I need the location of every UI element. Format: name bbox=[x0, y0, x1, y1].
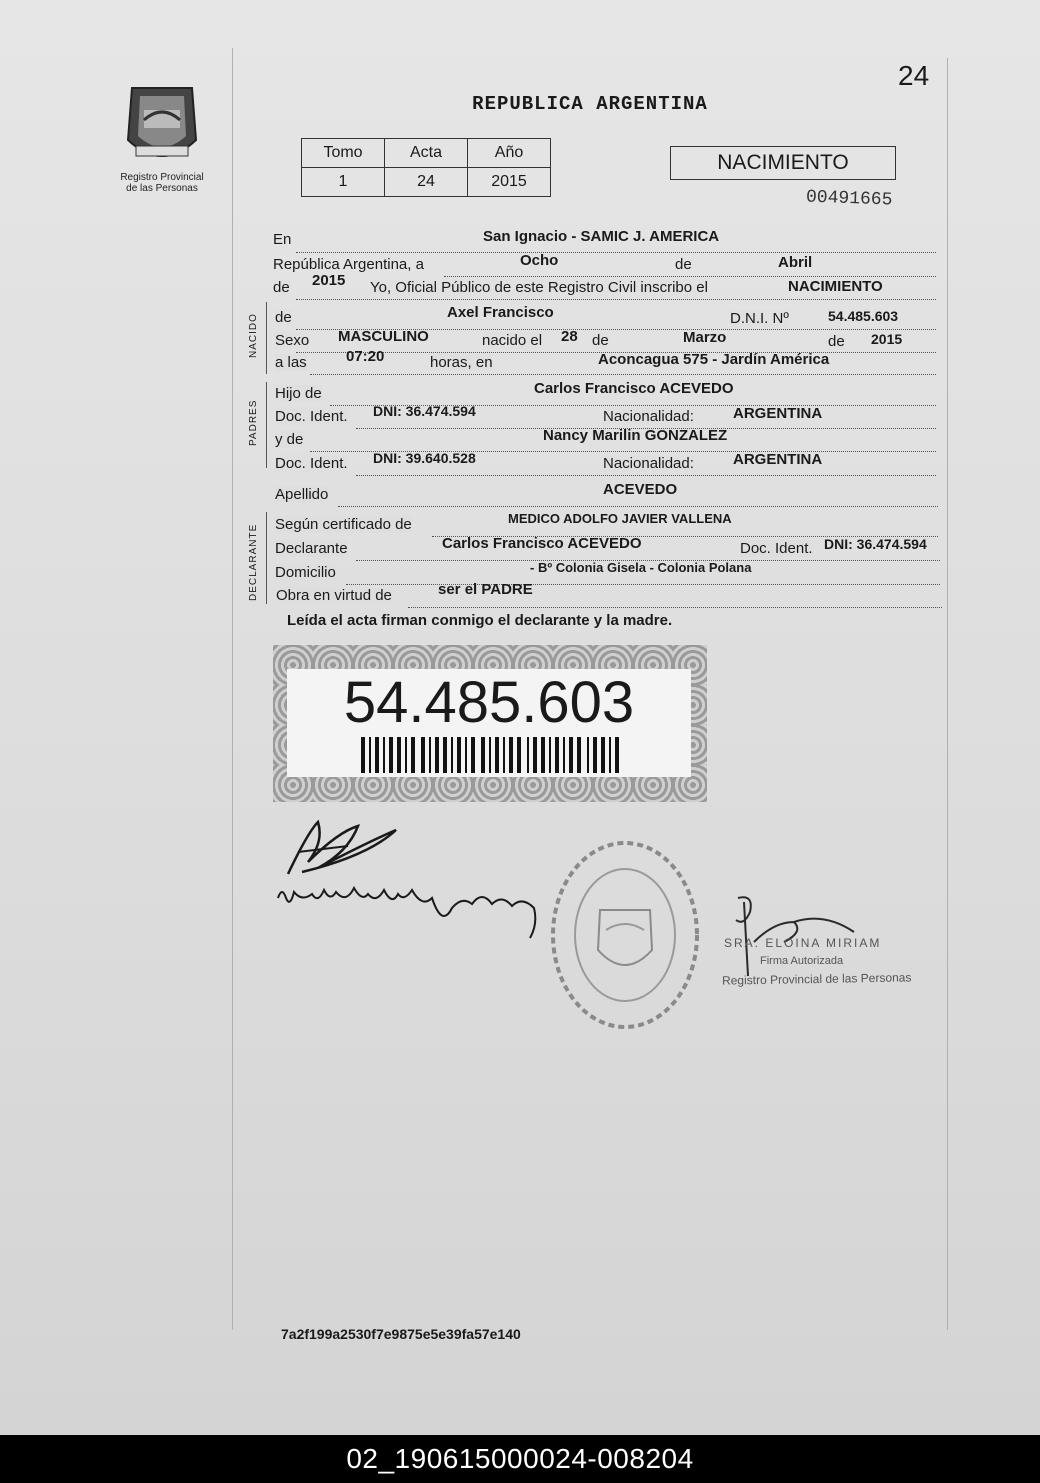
registry-logo bbox=[112, 80, 212, 194]
label-obra: Obra en virtud de bbox=[276, 587, 392, 604]
official-office: Registro Provincial de las Personas bbox=[721, 970, 912, 988]
label-dni: D.N.I. Nº bbox=[730, 310, 789, 327]
table-header-acta: Acta bbox=[385, 139, 468, 168]
value-dni: 54.485.603 bbox=[828, 308, 899, 324]
dni-sticker-number: 54.485.603 bbox=[343, 670, 635, 735]
value-hora: 07:20 bbox=[346, 348, 385, 365]
value-sexo: MASCULINO bbox=[338, 328, 429, 345]
declarante-section-bar bbox=[266, 512, 267, 604]
dni-sticker-inner bbox=[287, 669, 691, 777]
label-yo: Yo, Oficial Público de este Registro Civil inscribo el bbox=[370, 279, 708, 296]
value-madre: Nancy Marilin GONZALEZ bbox=[543, 427, 728, 444]
label-a-las: a las bbox=[275, 354, 307, 371]
value-madre-nac: ARGENTINA bbox=[733, 451, 823, 468]
label-hijo-de: Hijo de bbox=[275, 385, 322, 402]
label-doc-ident-2: Doc. Ident. bbox=[275, 455, 348, 472]
section-label-nacido: NACIDO bbox=[248, 313, 259, 358]
document-title: REPUBLICA ARGENTINA bbox=[472, 93, 708, 115]
label-nacionalidad-1: Nacionalidad: bbox=[603, 408, 694, 425]
serial-number: 00491665 bbox=[805, 187, 893, 211]
label-de3: de bbox=[592, 332, 609, 349]
value-dia-texto: Ocho bbox=[520, 252, 559, 269]
value-madre-doc: DNI: 39.640.528 bbox=[373, 450, 476, 466]
section-label-declarante: DECLARANTE bbox=[248, 523, 259, 601]
label-doc-ident-3: Doc. Ident. bbox=[740, 540, 813, 557]
value-padre: Carlos Francisco ACEVEDO bbox=[534, 380, 734, 397]
table-header-anio: Año bbox=[468, 139, 551, 168]
padres-section-bar bbox=[266, 382, 267, 468]
label-segun: Según certificado de bbox=[275, 516, 412, 533]
official-name: SRA. ELOINA MIRIAM bbox=[724, 936, 882, 950]
label-apellido: Apellido bbox=[275, 486, 329, 503]
label-sexo: Sexo bbox=[275, 332, 310, 349]
label-declarante: Declarante bbox=[275, 540, 348, 557]
scan-id-band bbox=[0, 1435, 1040, 1483]
table-value-acta: 24 bbox=[385, 168, 468, 197]
value-declarante-doc: DNI: 36.474.594 bbox=[824, 536, 927, 552]
table-value-tomo: 1 bbox=[302, 168, 385, 197]
label-de-nacido: de bbox=[275, 309, 292, 326]
value-mes-nac: Marzo bbox=[683, 329, 727, 346]
barcode-icon bbox=[361, 737, 623, 773]
mother-signature-icon bbox=[272, 868, 552, 948]
label-domicilio: Domicilio bbox=[275, 564, 336, 581]
provincial-seal-icon bbox=[122, 80, 202, 168]
value-obra: ser el PADRE bbox=[438, 581, 533, 598]
official-seal-icon bbox=[540, 830, 710, 1040]
label-nacionalidad-2: Nacionalidad: bbox=[603, 455, 694, 472]
section-label-padres: PADRES bbox=[248, 399, 259, 446]
value-padre-nac: ARGENTINA bbox=[733, 405, 823, 422]
label-en: En bbox=[273, 231, 292, 248]
value-anio: 2015 bbox=[312, 272, 346, 289]
value-inscripcion: NACIMIENTO bbox=[788, 278, 883, 295]
value-padre-doc: DNI: 36.474.594 bbox=[373, 403, 476, 419]
value-domicilio: - Bº Colonia Gisela - Colonia Polana bbox=[530, 560, 752, 575]
logo-caption-line2: de las Personas bbox=[126, 183, 198, 194]
value-mes: Abril bbox=[778, 254, 813, 271]
table-value-anio: 2015 bbox=[468, 168, 551, 197]
label-y-de: y de bbox=[275, 431, 304, 448]
label-republica: República Argentina, a bbox=[273, 256, 424, 273]
document-hash: 7a2f199a2530f7e9875e5e39fa57e140 bbox=[281, 1326, 521, 1342]
act-type-box: NACIMIENTO bbox=[670, 146, 896, 180]
label-de2: de bbox=[273, 279, 290, 296]
value-declarante: Carlos Francisco ACEVEDO bbox=[442, 535, 642, 552]
scan-id: 02_190615000024-008204 bbox=[346, 1443, 694, 1474]
value-anio-nac: 2015 bbox=[871, 331, 903, 347]
value-dia-nac: 28 bbox=[561, 328, 578, 345]
page-number: 24 bbox=[898, 60, 930, 91]
logo-caption-line1: Registro Provincial bbox=[120, 172, 204, 183]
label-de: de bbox=[675, 256, 692, 273]
official-role: Firma Autorizada bbox=[760, 955, 844, 967]
table-header-tomo: Tomo bbox=[302, 139, 385, 168]
nacido-section-bar bbox=[266, 302, 267, 374]
closing-statement: Leída el acta firman conmigo el declarante y la madre. bbox=[287, 612, 673, 629]
label-horas-en: horas, en bbox=[430, 354, 493, 371]
right-margin-line bbox=[947, 58, 948, 1330]
value-certificado: MEDICO ADOLFO JAVIER VALLENA bbox=[508, 511, 732, 526]
value-apellido: ACEVEDO bbox=[603, 481, 678, 498]
label-nacido-el: nacido el bbox=[482, 332, 543, 349]
value-lugar: San Ignacio - SAMIC J. AMERICA bbox=[483, 228, 720, 245]
volume-table bbox=[301, 138, 551, 197]
left-margin-line bbox=[232, 48, 233, 1330]
label-de4: de bbox=[828, 333, 845, 350]
value-lugar-nac: Aconcagua 575 - Jardín América bbox=[598, 351, 830, 368]
value-nombre: Axel Francisco bbox=[447, 304, 554, 321]
label-doc-ident-1: Doc. Ident. bbox=[275, 408, 348, 425]
dni-sticker bbox=[273, 645, 707, 802]
